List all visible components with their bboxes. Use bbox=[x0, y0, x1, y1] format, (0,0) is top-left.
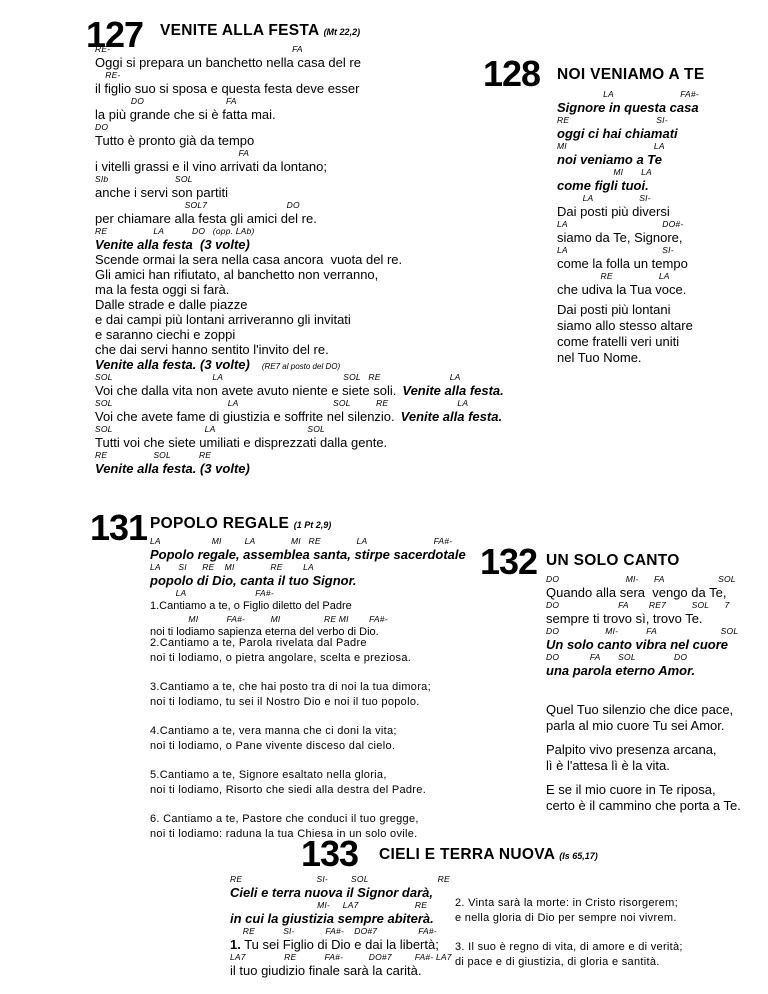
lyric-text: Popolo regale, assemblea santa, stirpe sacerdotale bbox=[150, 547, 466, 562]
chord-line: SOL LA SOL RE LA bbox=[95, 398, 469, 408]
refrain-line bbox=[546, 663, 756, 678]
lyric-line bbox=[95, 185, 535, 200]
lyric-text: il tuo giudizio finale sarà la carità. bbox=[230, 963, 422, 978]
chord-line: RE- FA bbox=[95, 44, 303, 54]
lyric-text: Gli amici han rifiutato, al banchetto non verranno, bbox=[95, 267, 379, 282]
refrain-line bbox=[557, 178, 757, 193]
lyric-text: Un solo canto vibra nel cuore bbox=[546, 637, 729, 652]
lyric-text: noi ti lodiamo sapienza eterna del verbo di Dio. bbox=[150, 626, 379, 638]
song-132-verse-2: Quel Tuo silenzio che dice pace, parla al mio cuore Tu sei Amor. bbox=[546, 702, 734, 733]
chord-line: DO FA RE7 SOL 7 bbox=[546, 600, 730, 610]
refrain-line bbox=[230, 885, 445, 900]
lyric-text: popolo di Dio, canta il tuo Signor. bbox=[150, 573, 357, 588]
lyric-text: Tutto è pronto già da tempo bbox=[95, 133, 255, 148]
refrain-line bbox=[95, 357, 535, 372]
lyric-text: per chiamare alla festa gli amici del re. bbox=[95, 211, 317, 226]
song-132-body bbox=[546, 574, 756, 678]
lyric-line bbox=[95, 282, 535, 297]
lyric-line bbox=[557, 282, 757, 297]
song-133-title bbox=[379, 846, 598, 864]
lyric-text: siamo da Te, Signore, bbox=[557, 230, 683, 245]
chord-line: RE LA DO (opp. LAb) bbox=[95, 226, 255, 236]
lyric-text: e saranno ciechi e zoppi bbox=[95, 327, 236, 342]
lyric-text: i vitelli grassi e il vino arrivati da lontano; bbox=[95, 159, 327, 174]
lyric-text: Tutti voi che siete umiliati e disprezzati dalla gente. bbox=[95, 435, 388, 450]
chord-line: DO MI- FA SOL bbox=[546, 626, 739, 636]
chord-line: SOL7 DO bbox=[95, 200, 300, 210]
song-131-ref: (1 Pt 2,9) bbox=[293, 520, 332, 530]
lyric-text: come la folla un tempo bbox=[557, 256, 688, 271]
lyric-line bbox=[95, 327, 535, 342]
chord-line: SOL LA SOL bbox=[95, 424, 325, 434]
chord-line: MI LA bbox=[557, 141, 665, 151]
lyric-text: Dalle strade e dalle piazze bbox=[95, 297, 248, 312]
song-132-verses bbox=[546, 702, 761, 814]
chord-line: DO FA bbox=[95, 96, 237, 106]
chord-line: LA FA#- bbox=[557, 89, 699, 99]
song-131-verse-2: 2.Cantiamo a te, Parola rivelata dal Padre noi ti lodiamo, o pietra angolare, scelta e preziosa. bbox=[150, 637, 412, 664]
song-133-verse-3: 3. Il suo è regno di vita, di amore e di verità; di pace e di giustizia, di gloria e santità. bbox=[455, 941, 683, 968]
refrain-line bbox=[150, 547, 480, 562]
song-131-verse-5: 5.Cantiamo a te, Signore esaltato nella gloria, noi ti lodiamo, Risorto che siedi alla destra del Padre. bbox=[150, 769, 427, 796]
chord-line: RE LA bbox=[557, 271, 670, 281]
lyric-text: Scende ormai la sera nella casa ancora vuota del re. bbox=[95, 252, 403, 267]
chord-line: RE- bbox=[95, 70, 121, 80]
lyric-line bbox=[546, 611, 756, 626]
lyric-text: il figlio suo si sposa e questa festa deve esser bbox=[95, 81, 360, 96]
lyric-text: Venite alla festa (3 volte) bbox=[95, 237, 250, 252]
lyric-line bbox=[95, 435, 535, 450]
lyric-text: che udiva la Tua voce. bbox=[557, 282, 687, 297]
lyric-line bbox=[95, 342, 535, 357]
song-132-number: 132 bbox=[480, 541, 538, 582]
chord-line: LA FA#- bbox=[150, 588, 274, 598]
lyric-line bbox=[95, 159, 535, 174]
lyric-text: come figli tuoi. bbox=[557, 178, 649, 193]
lyric-line bbox=[95, 252, 535, 267]
refrain-line bbox=[557, 100, 757, 115]
song-128-title-text: NOI VENIAMO A TE bbox=[557, 66, 705, 83]
chord-line: MI FA#- MI RE MI FA#- bbox=[150, 614, 388, 624]
song-128-verse-2: Dai posti più lontani siamo allo stesso altare come fratelli veri uniti nel Tuo Nome. bbox=[557, 302, 693, 365]
chord-line: LA SI RE MI RE LA bbox=[150, 562, 314, 572]
chord-line: RE SOL RE bbox=[95, 450, 212, 460]
song-131-verses bbox=[150, 636, 480, 842]
refrain-line bbox=[150, 573, 480, 588]
lyric-text: Quando alla sera vengo da Te, bbox=[546, 585, 727, 600]
chord-line: SIb SOL bbox=[95, 174, 193, 184]
lyric-line bbox=[95, 312, 535, 327]
song-133-number: 133 bbox=[301, 833, 359, 874]
song-133-body bbox=[230, 874, 452, 978]
lyric-text: in cui la giustizia sempre abiterà. bbox=[230, 911, 434, 926]
lyric-line bbox=[230, 963, 445, 978]
song-133-ref: (Is 65,17) bbox=[559, 851, 598, 861]
chord-line: FA bbox=[95, 148, 250, 158]
refrain-line bbox=[557, 152, 757, 167]
lyric-line bbox=[557, 204, 757, 219]
song-132-title bbox=[546, 552, 680, 570]
chord-line: RE SI- SOL RE bbox=[230, 874, 450, 884]
song-131-verse-4: 4.Cantiamo a te, vera manna che ci doni la vita; noi ti lodiamo, o Pane vivente disceso dal cielo. bbox=[150, 725, 397, 752]
refrain-line bbox=[230, 911, 445, 926]
lyric-text: una parola eterno Amor. bbox=[546, 663, 696, 678]
lyric-line bbox=[557, 256, 757, 271]
chord-note: (RE7 al posto del DO) bbox=[261, 362, 341, 371]
lyric-text: e dai campi più lontani arriveranno gli invitati bbox=[95, 312, 351, 327]
song-127-title-text: VENITE ALLA FESTA bbox=[160, 22, 319, 39]
lyric-line bbox=[95, 107, 535, 122]
lyric-text: Voi che avete fame di giustizia e soffrite nel silenzio. bbox=[95, 409, 395, 424]
lyric-text: Oggi si prepara un banchetto nella casa del re bbox=[95, 55, 361, 70]
lyric-text: Voi che dalla vita non avete avuto niente e siete soli. bbox=[95, 383, 397, 398]
chord-line: MI LA bbox=[557, 167, 652, 177]
song-128-body bbox=[557, 89, 757, 297]
song-127-title bbox=[160, 22, 360, 40]
lyric-text: anche i servi son partiti bbox=[95, 185, 228, 200]
song-127-body bbox=[95, 44, 535, 476]
refrain-tail: Venite alla festa. bbox=[402, 383, 504, 398]
refrain-line bbox=[95, 237, 535, 252]
lyric-text: Cieli e terra nuova il Signor darà, bbox=[230, 885, 434, 900]
lyric-line bbox=[95, 297, 535, 312]
lyric-line bbox=[557, 230, 757, 245]
lyric-text: oggi ci hai chiamati bbox=[557, 126, 678, 141]
lyric-line bbox=[95, 267, 535, 282]
lyric-line bbox=[95, 211, 535, 226]
song-133-verse-2: 2. Vinta sarà la morte: in Cristo risorgerem; e nella gloria di Dio per sempre noi vivrem. bbox=[455, 897, 678, 924]
lyric-text: noi veniamo a Te bbox=[557, 152, 662, 167]
lyric-line bbox=[95, 81, 535, 96]
chord-line: SOL LA SOL RE LA bbox=[95, 372, 461, 382]
song-133-verses bbox=[455, 896, 760, 970]
song-132-verse-4: E se il mio cuore in Te riposa, certo è il cammino che porta a Te. bbox=[546, 782, 741, 813]
refrain-line bbox=[95, 461, 535, 476]
chord-line: LA DO#- bbox=[557, 219, 684, 229]
lyric-text: Dai posti più diversi bbox=[557, 204, 670, 219]
lyric-text: Venite alla festa. (3 volte) bbox=[95, 461, 250, 476]
song-132-title-text: UN SOLO CANTO bbox=[546, 552, 680, 569]
lyric-line bbox=[230, 937, 445, 952]
refrain-line bbox=[557, 126, 757, 141]
chord-line: LA MI LA MI RE LA FA#- bbox=[150, 536, 453, 546]
chord-line: RE SI- bbox=[557, 115, 668, 125]
song-127-ref: (Mt 22,2) bbox=[323, 27, 361, 37]
song-131-body bbox=[150, 536, 480, 640]
song-133-title-text: CIELI E TERRA NUOVA bbox=[379, 846, 555, 863]
lyric-line bbox=[95, 383, 535, 398]
lyric-line bbox=[95, 133, 535, 148]
lyric-text: ma la festa oggi si farà. bbox=[95, 282, 230, 297]
lyric-text: Signore in questa casa bbox=[557, 100, 699, 115]
chord-line: RE SI- FA#- DO#7 FA#- bbox=[230, 926, 437, 936]
song-131-title bbox=[150, 515, 331, 533]
song-131-verse-3: 3.Cantiamo a te, che hai posto tra di noi la tua dimora; noi ti lodiamo, tu sei il Nostro Dio e noi il tuo popolo. bbox=[150, 681, 431, 708]
song-132-verse-3: Palpito vivo presenza arcana, lì è l'attesa lì è la vita. bbox=[546, 742, 717, 773]
lyric-line bbox=[95, 409, 535, 424]
song-131-title-text: POPOLO REGALE bbox=[150, 515, 290, 532]
song-131-number: 131 bbox=[90, 507, 148, 548]
chord-line: DO bbox=[95, 122, 109, 132]
chord-line: DO MI- FA SOL bbox=[546, 574, 736, 584]
lyric-text: 1.Cantiamo a te, o Figlio diletto del Padre bbox=[150, 600, 352, 612]
chord-line: LA7 RE FA#- DO#7 FA#- LA7 bbox=[230, 952, 452, 962]
chord-line: LA SI- bbox=[557, 245, 674, 255]
lyric-text: la più grande che si è fatta mai. bbox=[95, 107, 276, 122]
lyric-text: che dai servi hanno sentito l'invito del re. bbox=[95, 342, 329, 357]
lyric-line bbox=[150, 599, 480, 614]
song-131-verse-6: 6. Cantiamo a te, Pastore che conduci il tuo gregge, noi ti lodiamo: raduna la tua Chiesa in un solo ovile. bbox=[150, 813, 419, 840]
chord-line: DO FA SOL DO bbox=[546, 652, 688, 662]
song-127-number: 127 bbox=[86, 14, 144, 55]
song-128-number: 128 bbox=[483, 53, 541, 94]
verse-number: 1. bbox=[230, 937, 241, 952]
refrain-tail: Venite alla festa. bbox=[400, 409, 503, 424]
lyric-line bbox=[95, 55, 535, 70]
song-128-title bbox=[557, 66, 704, 84]
chord-line: LA SI- bbox=[557, 193, 651, 203]
refrain-line bbox=[546, 637, 756, 652]
lyric-text: Tu sei Figlio di Dio e dai la libertà; bbox=[240, 937, 439, 952]
lyric-text: sempre ti trovo sì, trovo Te. bbox=[546, 611, 703, 626]
lyric-text: Venite alla festa. (3 volte) bbox=[95, 357, 250, 372]
lyric-line bbox=[546, 585, 756, 600]
chord-line: MI- LA7 RE bbox=[230, 900, 428, 910]
